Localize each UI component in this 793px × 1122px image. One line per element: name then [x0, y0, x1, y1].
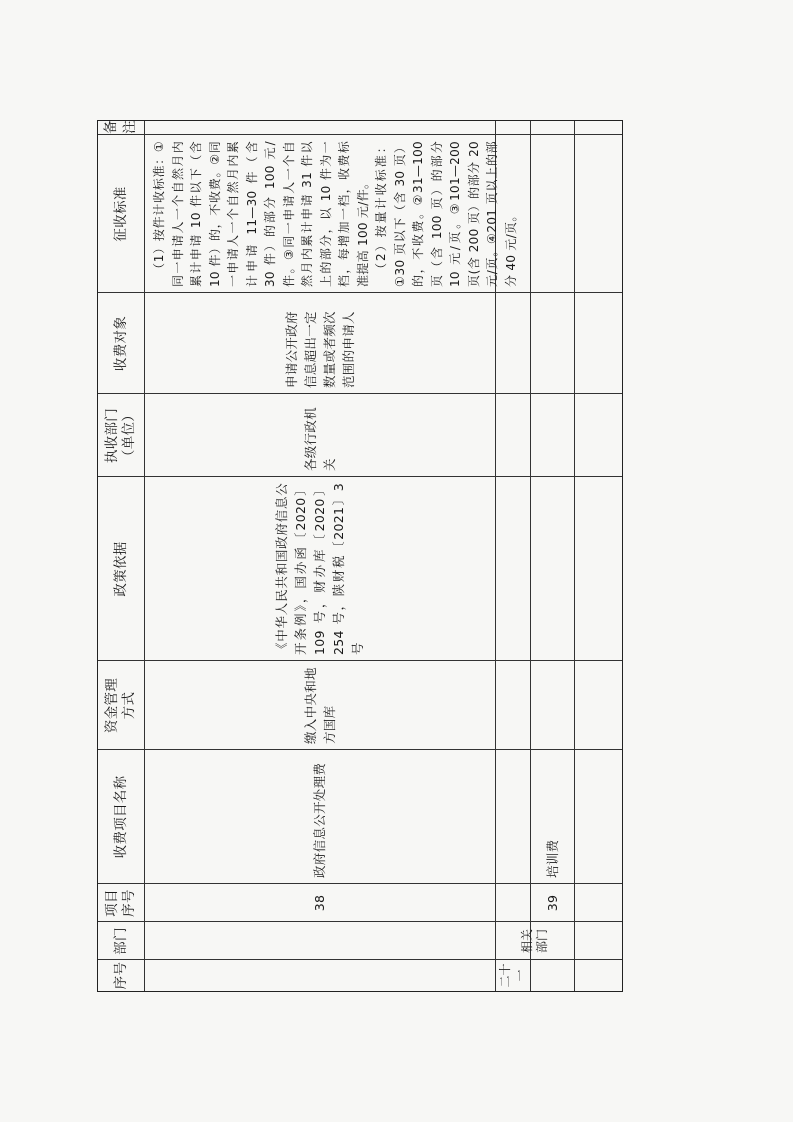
header-exec-dept: 执收部门 （单位） [104, 407, 137, 464]
remarks-cell [144, 119, 495, 135]
standard-cell [144, 135, 518, 293]
payer-value: 申请公开政府信息超出一定数量或者频次范围的申请人 [283, 311, 356, 388]
item-seq-value: 39 [544, 894, 560, 912]
standard-paragraph-1: （1）按件计收标准：①同一申请人一个自然月内累计申请 10 件以下（含 10 件）的，不收费。②同一申请人一个自然月内累计申请 11—30 件（含 30 件）的部分 100 元/件。③同一申请人一个自然月内累计申请 31 件以上的部分，以 10 件为一档，每增加一档，收费标准提高 100 元/件。 [152, 141, 370, 287]
seq-cell [495, 960, 530, 991]
dept-cell [495, 922, 574, 960]
policy-basis-value: 《中华人民共和国政府信息公开条例》，国办函〔2020〕109 号，财办库〔2020〕254 号，陕财税〔2021〕3 号 [274, 483, 365, 655]
dept-value: 相关部门 [519, 929, 549, 954]
header-item-seq: 项目 序号 [104, 889, 137, 917]
fund-mgmt-cell [144, 661, 495, 750]
item-seq-cell [144, 884, 495, 922]
exec-dept-value: 各级行政机关 [302, 406, 337, 471]
fee-name-cell [530, 750, 574, 884]
fund-mgmt-value: 缴入中央和地方国库 [302, 667, 337, 744]
header-dept: 部门 [112, 927, 129, 955]
header-fund-mgmt: 资金管理 方式 [104, 677, 137, 734]
header-policy-basis: 政策依据 [112, 541, 129, 597]
fee-name-value: 政府信息公开处理费 [312, 762, 327, 878]
standard-paragraph-2: （2）按量计收标准：①30 页以下（含 30 页）的，不收费。②31—100 页（含 100 页）的部分 10 元/页。③101—200 页(含 200 页）的部分 20 元/页。④201 页以上的部分 40 元/页。 [374, 141, 518, 287]
row-divider [574, 121, 575, 991]
header-seq: 序号 [112, 961, 129, 990]
fee-name-value: 培训费 [544, 839, 560, 878]
header-payer: 收费对象 [112, 315, 129, 372]
payer-cell [144, 293, 495, 394]
policy-basis-cell [144, 477, 495, 661]
fee-name-cell [144, 750, 495, 884]
header-fee-name: 收费项目名称 [112, 775, 129, 859]
item-seq-value: 38 [312, 894, 327, 912]
header-remarks: 备 注 [103, 120, 138, 134]
header-standard: 征收标准 [112, 186, 129, 242]
seq-value: 二十一 [497, 963, 527, 988]
fee-schedule-table [97, 120, 623, 992]
exec-dept-cell [144, 394, 495, 477]
item-seq-cell [530, 884, 574, 922]
